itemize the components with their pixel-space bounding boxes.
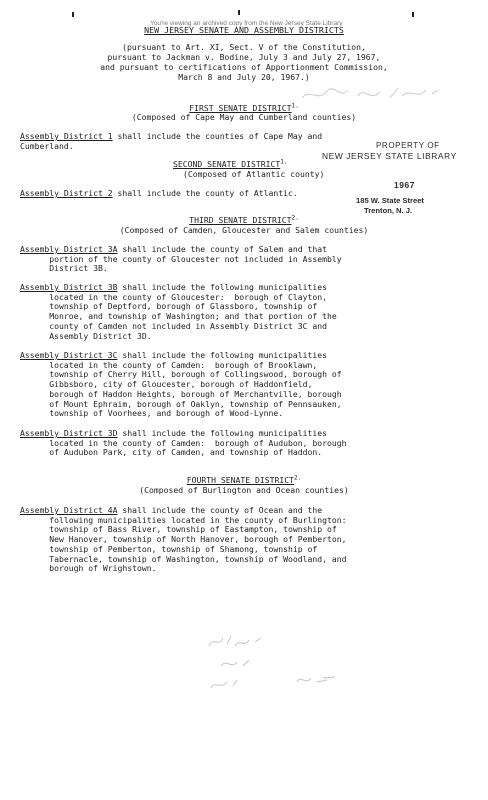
paragraph-line: shall include the following municipalities <box>117 428 328 438</box>
paragraph-line: borough of Haddon Heights, borough of Merchantville, borough <box>49 388 342 399</box>
paragraph-line: of Mount Ephraim, borough of Oaklyn, township of Pennsauken, <box>49 398 342 409</box>
senate-district-composition: (Composed of Cape May and Cumberland counties) <box>131 112 357 122</box>
assembly-district-paragraph <box>20 189 298 199</box>
subtitle-line: and pursuant to certifications of Apportionment Commission, <box>100 62 388 72</box>
paragraph-line: of Audubon Park, city of Camden, and township of Haddon. <box>49 447 323 458</box>
senate-district-composition: (Composed of Burlington and Ocean counties) <box>139 485 349 495</box>
assembly-district-paragraph <box>20 132 322 151</box>
stamp-city: Trenton, N. J. <box>364 206 413 215</box>
paragraph-line: borough of Wrighstown. <box>49 563 157 574</box>
stamp-date: 1967 <box>394 180 416 190</box>
assembly-district-paragraph <box>20 245 342 274</box>
stamp-address: 185 W. State Street <box>356 196 424 205</box>
margin-mark <box>72 12 74 17</box>
margin-mark <box>238 10 240 15</box>
paragraph-line: shall include the county of Salem and that <box>117 244 328 254</box>
paragraph-line: New Hanover, township of North Hanover, borough of Pemberton, <box>49 534 347 545</box>
assembly-district-paragraph <box>20 506 347 574</box>
paragraph-line: Tabernacle, township of Washington, township of Woodland, and <box>49 553 347 564</box>
assembly-district-label: Assembly District 3B <box>20 282 118 292</box>
senate-district-title: THIRD SENATE DISTRICT <box>189 215 292 225</box>
footnote-mark: 2. <box>293 474 302 482</box>
subtitle-line: (pursuant to Art. XI, Sect. V of the Constitution, <box>122 42 366 52</box>
paragraph-line: township of Cherry Hill, borough of Collingswood, borough of <box>49 369 342 380</box>
assembly-district-paragraph <box>20 351 342 419</box>
assembly-district-label: Assembly District 4A <box>20 505 118 515</box>
assembly-district-label: Assembly District 3D <box>20 428 118 438</box>
paragraph-line: shall include the following municipalities <box>117 350 328 360</box>
senate-district-composition: (Composed of Atlantic county) <box>183 169 325 179</box>
senate-district-title: SECOND SENATE DISTRICT <box>173 159 281 169</box>
paragraph-line: shall include the counties of Cape May and <box>112 131 323 141</box>
handwriting-mark <box>300 84 440 104</box>
paragraph-line: township of Bass River, township of Eastampton, township of <box>49 524 337 535</box>
paragraph-line: portion of the county of Gloucester not included in Assembly <box>49 253 342 264</box>
footnote-mark: 1. <box>291 102 299 110</box>
footnote-mark: 1. <box>280 158 288 166</box>
archive-watermark: You're viewing an archived copy from the New Jersey State Library <box>150 20 343 27</box>
paragraph-line: located in the county of Camden: borough of Brooklawn, <box>49 359 318 370</box>
assembly-district-label: Assembly District 1 <box>20 131 113 141</box>
subtitle-line: pursuant to Jackman v. Bodine, July 3 and July 27, 1967, <box>107 52 381 62</box>
paragraph-line: following municipalities located in the county of Burlington: <box>49 514 347 525</box>
paragraph-line: township of Pemberton, township of Shamong, township of <box>49 543 318 554</box>
paragraph-line: District 3B. <box>49 263 108 274</box>
subtitle-line: March 8 and July 20, 1967.) <box>178 72 310 82</box>
senate-district-title: FOURTH SENATE DISTRICT <box>186 475 294 485</box>
paragraph-line: Cumberland. <box>20 140 74 151</box>
senate-district-title: FIRST SENATE DISTRICT <box>189 103 292 113</box>
paragraph-line: Assembly District 3D. <box>49 330 152 341</box>
library-stamp-line: NEW JERSEY STATE LIBRARY <box>322 151 457 161</box>
assembly-district-label: Assembly District 3A <box>20 244 118 254</box>
assembly-district-label: Assembly District 2 <box>20 188 113 198</box>
paragraph-line: located in the county of Gloucester: borough of Clayton, <box>49 291 328 302</box>
page-title: NEW JERSEY SENATE AND ASSEMBLY DISTRICTS <box>144 25 344 35</box>
paragraph-line: shall include the county of Ocean and the <box>117 505 323 515</box>
paragraph-line: shall include the county of Atlantic. <box>112 188 298 198</box>
library-stamp-line: PROPERTY OF <box>376 141 440 150</box>
margin-mark <box>412 12 414 17</box>
assembly-district-paragraph <box>20 429 347 458</box>
senate-district-composition: (Composed of Camden, Gloucester and Salem counties) <box>119 225 369 235</box>
paragraph-line: Monroe, and township of Washington; and that portion of the <box>49 311 337 322</box>
paragraph-line: shall include the following municipalities <box>117 282 328 292</box>
assembly-district-paragraph <box>20 283 337 341</box>
paragraph-line: Gibbsboro, city of Gloucester, borough of Haddonfield, <box>49 379 313 390</box>
paragraph-line: township of Deptford, borough of Glassboro, township of <box>49 301 318 312</box>
paragraph-line: located in the county of Camden: borough of Audubon, borough <box>49 437 347 448</box>
footnote-mark: 2. <box>291 214 299 222</box>
assembly-district-label: Assembly District 3C <box>20 350 118 360</box>
paragraph-line: county of Camden not included in Assembly District 3C and <box>49 320 328 331</box>
paragraph-line: township of Voorhees, and borough of Wood-Lynne. <box>49 408 284 419</box>
handwriting-mark <box>205 632 345 694</box>
